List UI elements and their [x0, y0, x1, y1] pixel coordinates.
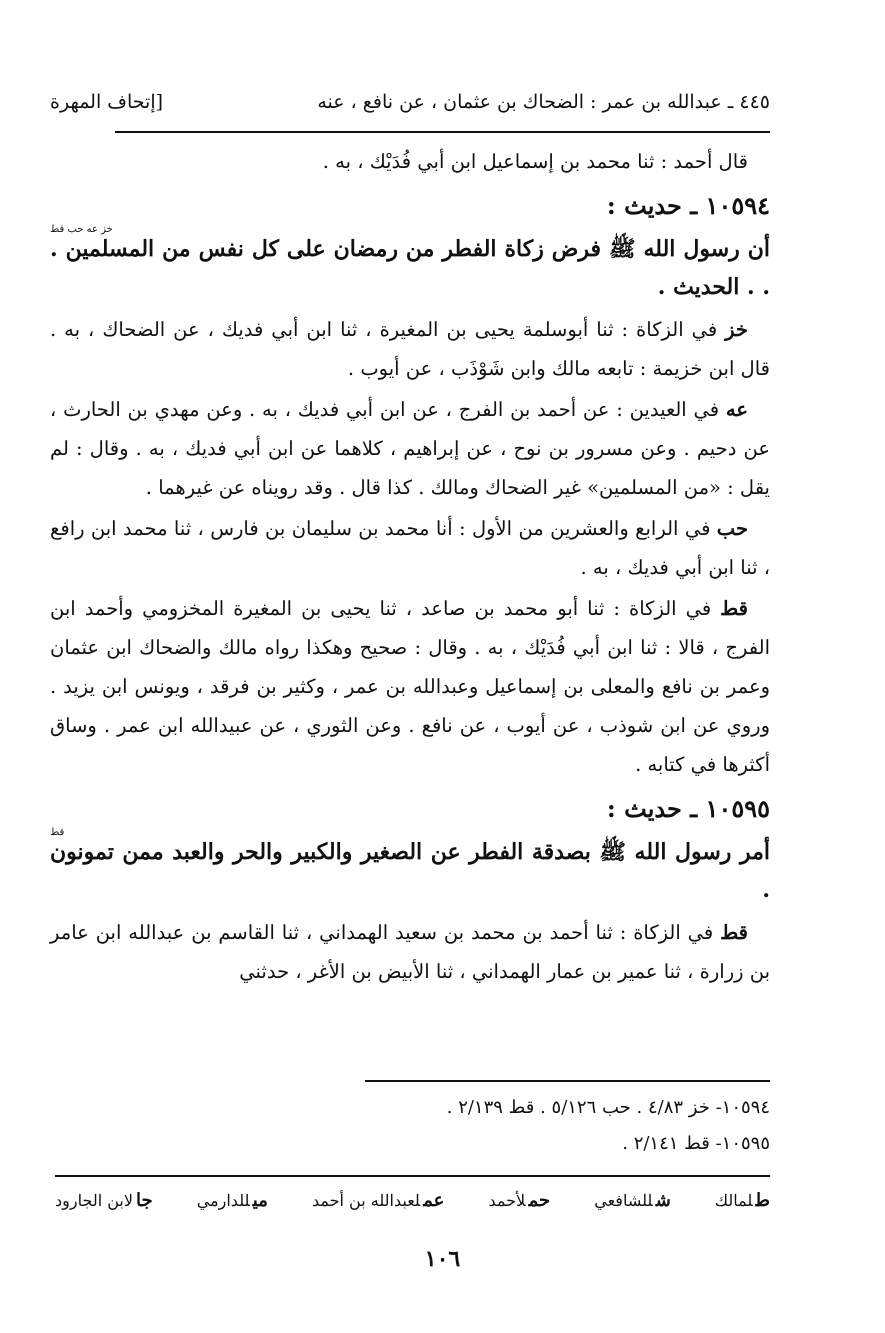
- abbreviation: [715, 1186, 770, 1216]
- source-paragraph: [50, 509, 770, 587]
- source-codes: خز عه حب قط: [50, 224, 113, 235]
- source-code: قط: [720, 597, 749, 620]
- footnote: ١٠٥٩٥- قط ٢/١٤١ .: [622, 1133, 770, 1154]
- source-code: حب: [716, 517, 748, 540]
- abbreviation-label: لأحمد: [488, 1191, 526, 1210]
- abbreviation-code: حم: [528, 1190, 551, 1211]
- header-rule: [115, 131, 770, 133]
- hadith-entry-10594: [50, 187, 770, 306]
- bottom-rule: [55, 1175, 770, 1177]
- abbreviation: [197, 1186, 268, 1216]
- source-codes: قط: [50, 827, 65, 838]
- hadith-entry-10595: [50, 790, 770, 909]
- running-header: [50, 82, 770, 122]
- paragraph-text: في العيدين : عن أحمد بن الفرج ، عن ابن أبي فديك ، به . وعن مهدي بن الحارث ، عن دحيم . وعن مسرور بن نوح ، عن إبراهيم ، كلاهما عن ابن أبي فديك ، به . وقال : لم يقل : «من المسلمين» غير الضحاك ومالك . كذا قال . وقد رويناه عن غيرهما .: [50, 398, 770, 499]
- abbreviation-code: ط: [755, 1190, 770, 1211]
- abbreviation-code: ش: [655, 1190, 671, 1211]
- abbreviation: [488, 1186, 550, 1216]
- abbreviation-label: لعبدالله بن أحمد: [311, 1191, 421, 1210]
- abbreviation-label: للدارمي: [196, 1191, 250, 1210]
- abbreviation-code: عم: [423, 1190, 445, 1211]
- header-title: ٤٤٥ ـ عبدالله بن عمر : الضحاك بن عثمان ، عن نافع ، عنه: [317, 91, 770, 113]
- hadith-text: أن رسول الله ﷺ فرض زكاة الفطر من رمضان على كل نفس من المسلمين . . . الحديث .: [50, 236, 770, 300]
- source-code: عه: [725, 398, 748, 421]
- paragraph-text: في الزكاة : ثنا أحمد بن محمد بن سعيد الهمداني ، ثنا القاسم بن عبدالله ابن عامر بن زرارة ، ثنا عمير بن عمار الهمداني ، ثنا الأبيض بن الأغر ، حدثني: [50, 921, 770, 983]
- footnotes: [300, 1090, 770, 1162]
- abbreviation-label: لمالك: [714, 1191, 753, 1210]
- abbreviation: [55, 1186, 153, 1216]
- source-paragraph: [50, 310, 770, 388]
- source-paragraph: [50, 589, 770, 784]
- abbreviation: [594, 1186, 671, 1216]
- source-paragraph: [50, 913, 770, 991]
- page-number: ١٠٦: [424, 1246, 461, 1272]
- source-paragraph: [50, 390, 770, 507]
- hadith-text: أمر رسول الله ﷺ بصدقة الفطر عن الصغير والكبير والحر والعبد ممن تمونون .: [50, 839, 770, 903]
- paragraph-text: في الزكاة : ثنا أبوسلمة يحيى بن المغيرة ، ثنا ابن أبي فديك ، عن الضحاك ، به . قال ابن خزيمة : تابعه مالك وابن شَوْذَب ، عن أيوب .: [50, 318, 770, 380]
- abbreviation-label: للشافعي: [594, 1191, 653, 1210]
- abbreviation-code: مي: [252, 1190, 268, 1211]
- abbreviations-key: [55, 1186, 770, 1216]
- source-code: قط: [720, 921, 749, 944]
- paragraph-text: في الزكاة : ثنا أبو محمد بن صاعد ، ثنا يحيى بن المغيرة المخزومي وأحمد ابن الفرج ، قالا : ثنا ابن أبي فُدَيْك ، به . وقال : صحيح وهكذا رواه مالك والضحاك ابن عثمان وعمر بن نافع والمعلى بن إسماعيل وعبدالله بن عمر ، وكثير بن فرقد ، ويونس ابن يزيد . وروي عن ابن شوذب ، عن أيوب ، عن نافع . وعن الثوري ، عن عبيدالله ابن عمر . وساق أكثرها في كتابه .: [50, 597, 770, 776]
- source-code: خز: [725, 318, 748, 341]
- abbreviation: [312, 1186, 444, 1216]
- paragraph-text: في الرابع والعشرين من الأول : أنا محمد بن سليمان بن فارس ، ثنا محمد ابن رافع ، ثنا ابن أبي فديك ، به .: [50, 517, 770, 579]
- main-text: [50, 142, 770, 993]
- abbreviation-label: لابن الجارود: [55, 1191, 133, 1210]
- hadith-number: ١٠٥٩٤ ـ حديث :: [606, 191, 770, 220]
- footnote: ١٠٥٩٤- خز ٤/٨٣ . حب ٥/١٢٦ . قط ٢/١٣٩ .: [446, 1097, 770, 1118]
- footnote-rule: [365, 1080, 770, 1082]
- abbreviation-code: جا: [135, 1190, 153, 1211]
- intro-line: قال أحمد : ثنا محمد بن إسماعيل ابن أبي فُدَيْك ، به .: [322, 150, 748, 173]
- hadith-number: ١٠٥٩٥ ـ حديث :: [606, 794, 770, 823]
- header-book-title: [إتحاف المهرة: [50, 91, 164, 113]
